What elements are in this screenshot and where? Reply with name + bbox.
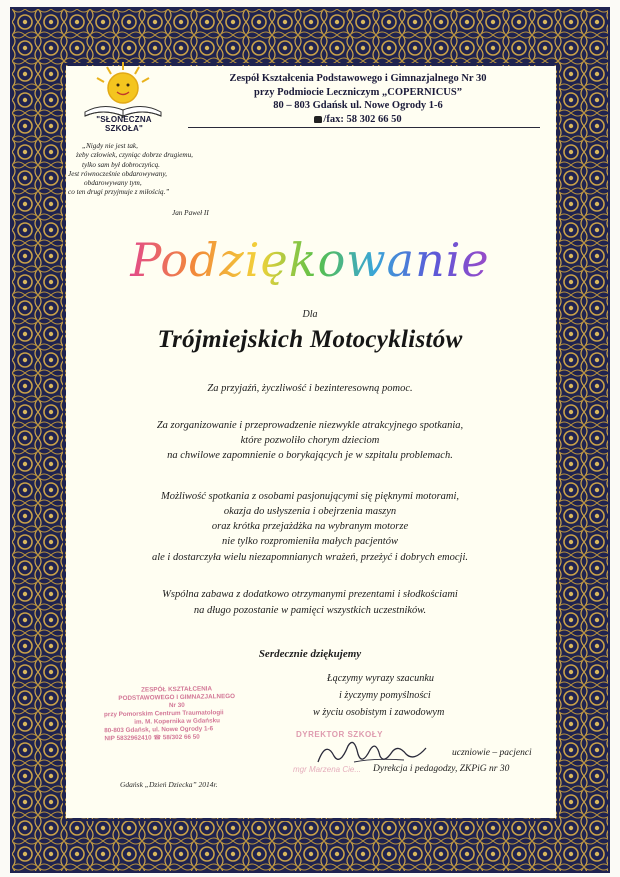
stamp-line: 80-803 Gdańsk, ul. Nowe Ogrody 1-6 (104, 725, 214, 735)
quote-block (68, 142, 248, 198)
quote-line: żeby człowiek, czyniąc dobrze drugiemu, (76, 151, 193, 160)
paragraph-4-line: Wspólna zabawa z dodatkowo otrzymanymi prezentami i słodkościami (162, 589, 458, 600)
quote-line: „Nigdy nie jest tak, (82, 142, 138, 150)
signoff-line: uczniowie – pacjenci (452, 748, 532, 758)
thanks-heading: Serdecznie dziękujemy (258, 648, 362, 660)
place-date: Gdańsk „Dzień Dziecka” 2014r. (120, 780, 218, 789)
quote-line: obdarowywany tym, (84, 179, 142, 188)
paragraph-3-line: ale i dostarczyła wielu niezapomnianych wrażeń, przeżyć i dobrych emocji. (151, 552, 468, 563)
header-divider (188, 127, 540, 128)
school-header (188, 72, 528, 126)
quote-line: tylko sam był dobroczyńcą. (82, 160, 160, 169)
header-line-4: /fax: 58 302 66 50 (188, 113, 528, 127)
certificate-title (60, 228, 560, 298)
quote-line: Jest równocześnie obdarowywany, (68, 169, 167, 178)
stamp-line: ZESPÓŁ KSZTAŁCENIA (141, 685, 213, 694)
paragraph-3-line: nie tylko rozpromieniła małych pacjentów (222, 536, 398, 547)
wish-line: w życiu osobistym i zawodowym (313, 707, 445, 718)
title-text: Podziękowanie (130, 233, 490, 287)
phone-icon (314, 116, 322, 123)
paragraph-3-line: oraz krótka przejażdżka na wybranym motorze (211, 521, 409, 532)
recipient-name: Trójmiejskich Motocyklistów (157, 326, 463, 353)
paragraph-3-line: Możliwość spotkania z osobami pasjonującymi się pięknymi motorami, (160, 491, 460, 502)
quote-author: Jan Paweł II (172, 209, 209, 217)
paragraph-2-line: na chwilowe zapomnienie o borykających je w szpitalu problemach. (167, 450, 453, 461)
wish-line: Łączymy wyrazy szacunku (327, 673, 434, 684)
stamp-line: im. M. Kopernika w Gdańsku (134, 717, 221, 726)
paragraph-3-line: okazja do usłyszenia i obejrzenia maszyn (223, 506, 397, 517)
director-name-stamp: mgr Marzena Cie... (293, 765, 362, 774)
paragraph-4-line: na długo pozostanie w pamięci wszystkich uczestników. (193, 605, 427, 616)
school-stamp (98, 685, 257, 744)
paragraph-2-line: które pozwoliło chorym dzieciom (240, 435, 380, 446)
title-graphic (100, 228, 520, 298)
director-stamp: DYREKTOR SZKOŁY (296, 730, 383, 739)
wish-line: i życzymy pomyślności (339, 690, 431, 701)
stamp-line: PODSTAWOWEGO I GIMNAZJALNEGO (118, 692, 236, 703)
header-line-2: przy Podmiocie Leczniczym „COPERNICUS” (254, 86, 462, 98)
paragraph-2-line: Za zorganizowanie i przeprowadzenie niezwykle atrakcyjnego spotkania, (156, 420, 464, 431)
paragraph-1-line: Za przyjaźń, życzliwość i bezinteresowną pomoc. (207, 383, 413, 394)
stamp-line: przy Pomorskim Centrum Traumatologii (103, 709, 224, 719)
signoff-line: Dyrekcja i pedagodzy, ZKPiG nr 30 (373, 764, 510, 774)
for-label: Dla (302, 309, 318, 320)
header-line-3: 80 – 803 Gdańsk ul. Nowe Ogrody 1-6 (273, 100, 443, 111)
header-line-1: Zespół Kształcenia Podstawowego i Gimnazjalnego Nr 30 (229, 73, 487, 84)
quote-line: co ten drugi przyjmuje z miłością.” (68, 188, 170, 197)
stamp-line: Nr 30 (168, 701, 185, 710)
stamp-line: NIP 5832962410 ☎ 58/302 66 50 (104, 733, 200, 743)
logo-label: "SŁONECZNA SZKOŁA" (96, 115, 152, 133)
